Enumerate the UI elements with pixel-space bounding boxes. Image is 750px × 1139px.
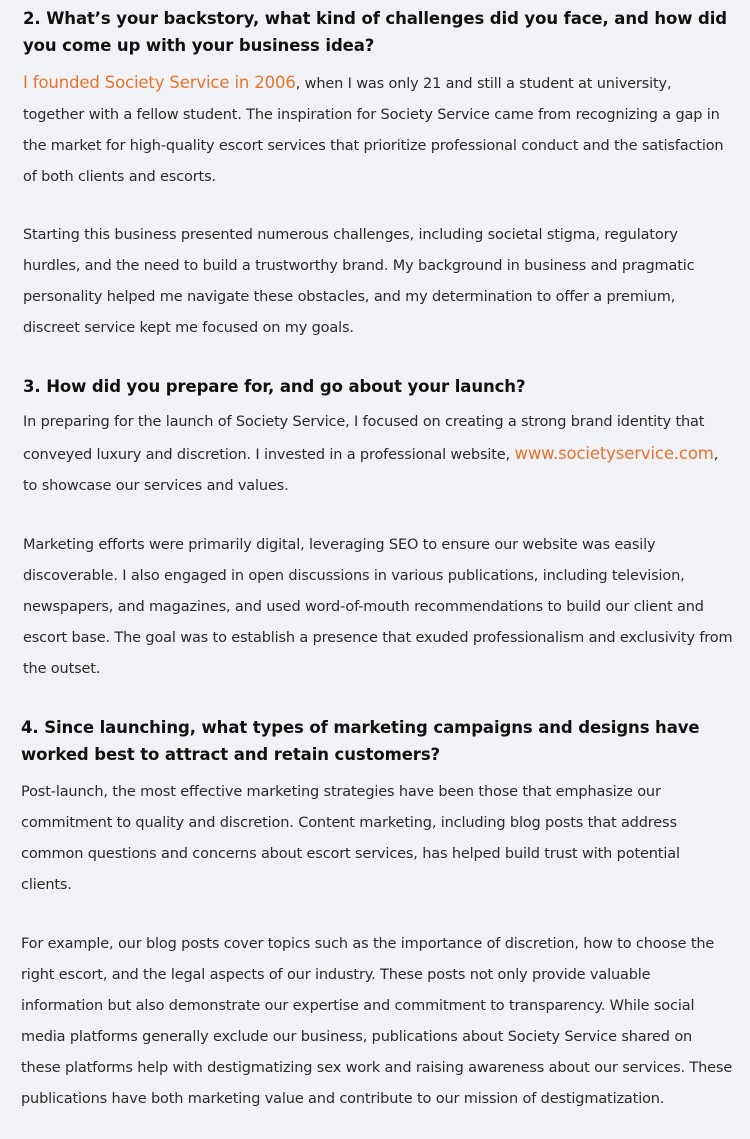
section-2-paragraph-1 — [23, 67, 733, 193]
website-link[interactable]: www.societyservice.com — [514, 444, 714, 463]
section-3-paragraph-1 — [23, 407, 733, 502]
section-4-paragraph-1: Post-launch, the most effective marketing strategies have been those that emphasize our commitment to quality and discretion. Content marketing, including blog posts that address common questions and concerns about escort services, has helped build trust with potential clients. — [21, 784, 680, 893]
section-3-heading: 3. How did you prepare for, and go about your launch? — [23, 377, 526, 396]
section-2-heading: 2. What’s your backstory, what kind of challenges did you face, and how did you come up with your business idea? — [23, 9, 727, 55]
section-2-paragraph-1-text: , when I was only 21 and still a student at university, together with a fellow student. The inspiration for Society Service came from recognizing a gap in the market for high-quality escort services that prioritize professional conduct and the satisfaction of both clients and escorts. — [23, 76, 724, 185]
section-3-paragraph-1-before: In preparing for the launch of Society Service, I focused on creating a strong brand identity that conveyed luxury and discretion. I invested in a professional website, — [23, 414, 705, 463]
section-2-paragraph-2: Starting this business presented numerous challenges, including societal stigma, regulatory hurdles, and the need to build a trustworthy brand. My background in business and pragmatic personality helped me navigate these obstacles, and my determination to offer a premium, discreet service kept me focused on my goals. — [23, 227, 695, 336]
section-4-paragraph-2: For example, our blog posts cover topics such as the importance of discretion, how to choose the right escort, and the legal aspects of our industry. These posts not only provide valuable information but also demonstrate our expertise and commitment to transparency. While social media platforms generally exclude our business, publications about Society Service shared on these platforms help with destigmatizing sex work and raising awareness about our services. These publications have both marketing value and contribute to our mission of destigmatization. — [21, 936, 733, 1107]
section-4-heading: 4. Since launching, what types of marketing campaigns and designs have worked best to attract and retain customers? — [21, 718, 700, 764]
founded-link[interactable]: I founded Society Service in 2006 — [23, 73, 296, 92]
section-3-paragraph-2: Marketing efforts were primarily digital, leveraging SEO to ensure our website was easily discoverable. I also engaged in open discussions in various publications, including television, newspapers, and magazines, and used word-of-mouth recommendations to build our client and escort base. The goal was to establish a presence that exuded professionalism and exclusivity from the outset. — [23, 537, 733, 677]
section-3-paragraph-1-after: , to showcase our services and values. — [23, 447, 719, 494]
